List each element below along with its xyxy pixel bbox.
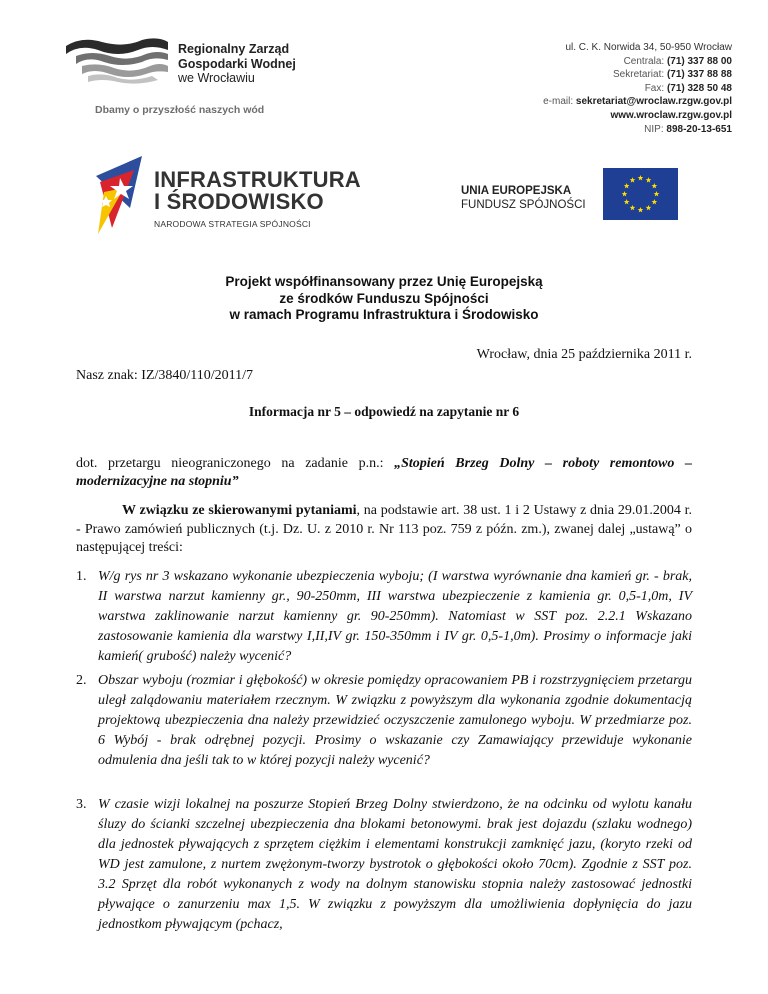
pois-title-line-2: I ŚRODOWISKO (154, 189, 324, 214)
basis-bold-text: W związku ze skierowanymi pytaniami (122, 503, 357, 518)
email[interactable]: e-mail: sekretariat@wroclaw.rzgw.gov.pl (543, 96, 732, 108)
project-cofinancing-note (0, 274, 768, 324)
organization-name (178, 42, 296, 86)
pois-title (154, 169, 361, 213)
letter-subject: Informacja nr 5 – odpowiedź na zapytanie nr 6 (248, 404, 520, 419)
intro-text: dot. przetargu nieograniczonego na zadanie p.n.: (76, 456, 395, 471)
phone-centrala: Centrala: (71) 337 88 00 (623, 55, 732, 67)
question-item (76, 567, 692, 667)
org-line-2: Gospodarki Wodnej (178, 56, 296, 71)
nip: NIP: 898-20-13-651 (644, 123, 732, 135)
pois-subtitle: NARODOWA STRATEGIA SPÓJNOŚCI (154, 219, 311, 229)
fax: Fax: (71) 328 50 48 (644, 82, 732, 94)
tagline: Dbamy o przyszłość naszych wód (95, 104, 265, 116)
pois-title-line-1: INFRASTRUKTURA (154, 167, 361, 192)
question-item (76, 671, 692, 771)
contact-block (543, 41, 732, 136)
phone-sekretariat: Sekretariat: (71) 337 88 88 (613, 69, 732, 81)
org-line-1: Regionalny Zarząd (178, 42, 290, 56)
eu-flag-icon (603, 168, 678, 220)
eu-fund-line-1: UNIA EUROPEJSKA (461, 185, 572, 197)
tender-title: „Stopień Brzeg Dolny – roboty remontowo – modernizacyjne na stopniu” (76, 456, 692, 489)
rzgw-logo (62, 36, 170, 84)
address: ul. C. K. Norwida 34, 50-950 Wrocław (565, 42, 732, 53)
legal-basis-paragraph (76, 502, 692, 558)
question-item (76, 795, 692, 935)
tender-intro (76, 455, 692, 491)
project-line-1: Projekt współfinansowany przez Unię Europejską (225, 274, 543, 289)
website[interactable]: www.wroclaw.rzgw.gov.pl (610, 109, 732, 121)
question-number: 3. (76, 797, 87, 812)
question-text: W czasie wizji lokalnej na poszurze Stopień Brzeg Dolny stwierdzono, że na odcinku od wylotu kanału śluzy do ścianki szczelnej ubezpieczenia dna blokami betonowymi. brak jest dojazdu (szlaku wodnego) dla jednostek pływających z sprzętem ciężkim i elementami konstrukcji zamknięć jazu, (koryto rzeki od WD jest zamulone, z nurtem zwężonym-tworzy bystrotok o głębokości około 70cm). Zgodnie z SST poz. 3.2 Sprzęt dla robót wykonanych z wody na dolnym stanowisku stopnia należy zastosować jednostki pływające o zanurzeniu max 1,5. W związku z powyższym dla umożliwienia dopłynięcia do jazu jednostkom pływającym (pchacz, (98, 797, 692, 932)
pois-emblem-icon (90, 148, 150, 238)
basis-text: , na podstawie art. 38 ust. 1 i 2 Ustawy z dnia 29.01.2004 r. - Prawo zamówień publicznych (t.j. Dz. U. z 2010 r. Nr 113 poz. 759 z późn. zm.), zwanej dalej „ustawą” o następującej treści: (76, 503, 692, 555)
org-line-3: we Wrocławiu (178, 71, 255, 85)
eu-fund-line-2: FUNDUSZ SPÓJNOŚCI (461, 199, 586, 211)
place-and-date: Wrocław, dnia 25 października 2011 r. (476, 347, 692, 362)
question-number: 1. (76, 569, 87, 584)
reference-number: Nasz znak: IZ/3840/110/2011/7 (76, 368, 254, 383)
eu-fund-text (461, 184, 586, 212)
question-number: 2. (76, 673, 87, 688)
project-line-3: w ramach Programu Infrastruktura i Środowisko (229, 307, 539, 322)
question-text: W/g rys nr 3 wskazano wykonanie ubezpieczenia wyboju; (I warstwa wyrównanie dna kamień gr. - brak, II warstwa narzut kamienny gr., 90-250mm, III warstwa ubezpieczenie z kamienia gr. 0,5-1,0m, IV warstwa zaklinowanie narzut kamienny gr. 90-250mm). Natomiast w SST poz. 2.2.1 Wskazano zastosowanie kamienia dla warstwy I,II,IV gr. 150-350mm i IV gr. 0,5-1,0m). Prosimy o informacje jaki kamień( grubość) należy wycenić? (98, 569, 692, 664)
project-line-2: ze środków Funduszu Spójności (279, 290, 489, 306)
question-text: Obszar wyboju (rozmiar i głębokość) w okresie pomiędzy opracowaniem PB i rozstrzygnięciem przetargu uległ zalądowaniu materiałem rzecznym. W związku z powyższym dla wykonania zgodnie dokumentacją projektową ubezpieczenia dna należy przewidzieć oczyszczenie zamulonego wyboju. W przedmiarze poz. 6 Wybój - brak odrębnej pozycji. Prosimy o wskazanie czy Zamawiający przewiduje wykonanie odmulenia dna jeśli tak to w której pozycji należy wycenić? (98, 673, 692, 768)
